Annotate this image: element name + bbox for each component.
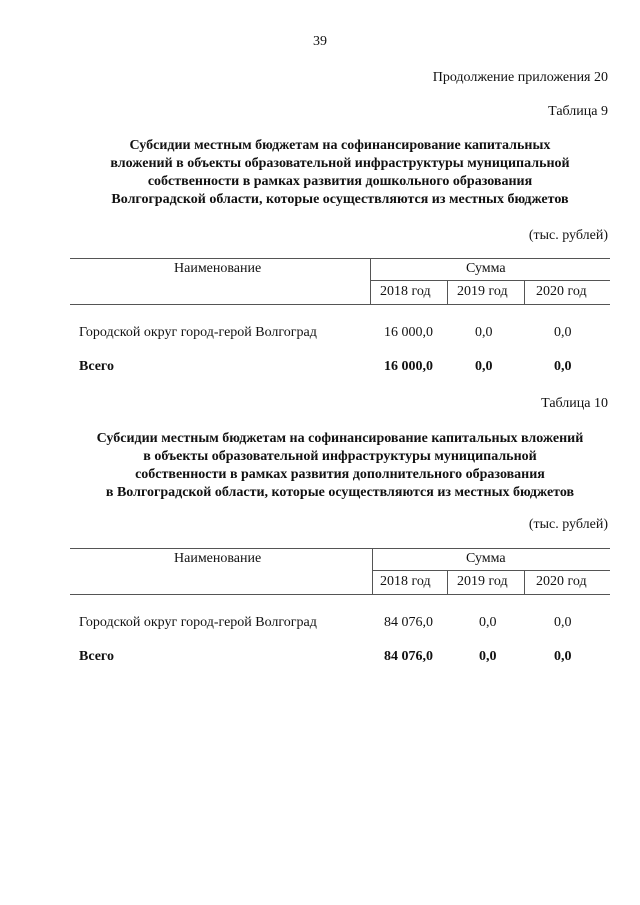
header-year: 2020 год: [536, 574, 587, 589]
table-9-label: Таблица 9: [548, 104, 608, 119]
table-10-title-line: собственности в рамках развития дополнительного образования: [135, 467, 545, 482]
header-sum: Сумма: [466, 261, 506, 276]
table-10-title-line: в Волгоградской области, которые осуществляются из местных бюджетов: [105, 485, 575, 500]
table-10: [70, 548, 610, 678]
header-year: 2019 год: [457, 284, 508, 299]
row-value: 0,0: [479, 649, 497, 664]
table-9: [70, 258, 610, 388]
row-value: 84 076,0: [384, 615, 433, 630]
header-year: 2018 год: [380, 574, 431, 589]
row-value: 0,0: [554, 325, 572, 340]
row-name: Всего: [79, 649, 114, 664]
row-name: Городской округ город-герой Волгоград: [79, 615, 317, 630]
header-name: Наименование: [174, 551, 262, 566]
row-value: 0,0: [475, 325, 493, 340]
row-value: 0,0: [554, 649, 572, 664]
table-10-title-line: в объекты образовательной инфраструктуры муниципальной: [143, 449, 537, 464]
row-value: 16 000,0: [384, 359, 433, 374]
row-value: 0,0: [475, 359, 493, 374]
row-name: Всего: [79, 359, 114, 374]
row-value: 0,0: [554, 615, 572, 630]
table-10-title-line: Субсидии местным бюджетам на софинансирование капитальных вложений: [96, 431, 584, 446]
header-year: 2018 год: [380, 284, 431, 299]
row-value: 0,0: [479, 615, 497, 630]
appendix-label: Продолжение приложения 20: [432, 70, 608, 85]
row-value: 16 000,0: [384, 325, 433, 340]
table-10-title: [60, 430, 620, 502]
header-sum: Сумма: [466, 551, 506, 566]
header-year: 2019 год: [457, 574, 508, 589]
table-9-title-line: Субсидии местным бюджетам на софинансирование капитальных: [129, 138, 551, 153]
row-value: 0,0: [554, 359, 572, 374]
row-name: Городской округ город-герой Волгоград: [79, 325, 317, 340]
table-10-label: Таблица 10: [541, 396, 608, 411]
row-value: 84 076,0: [384, 649, 433, 664]
page-number: 39: [313, 34, 327, 49]
table-9-unit: (тыс. рублей): [528, 228, 608, 243]
table-9-title-line: вложений в объекты образовательной инфраструктуры муниципальной: [110, 156, 570, 171]
table-9-title-line: Волгоградской области, которые осуществляются из местных бюджетов: [111, 192, 569, 207]
header-name: Наименование: [174, 261, 262, 276]
table-9-title-line: собственности в рамках развития дошкольного образования: [147, 174, 533, 189]
table-9-title: [60, 137, 620, 209]
header-year: 2020 год: [536, 284, 587, 299]
table-10-unit: (тыс. рублей): [528, 517, 608, 532]
